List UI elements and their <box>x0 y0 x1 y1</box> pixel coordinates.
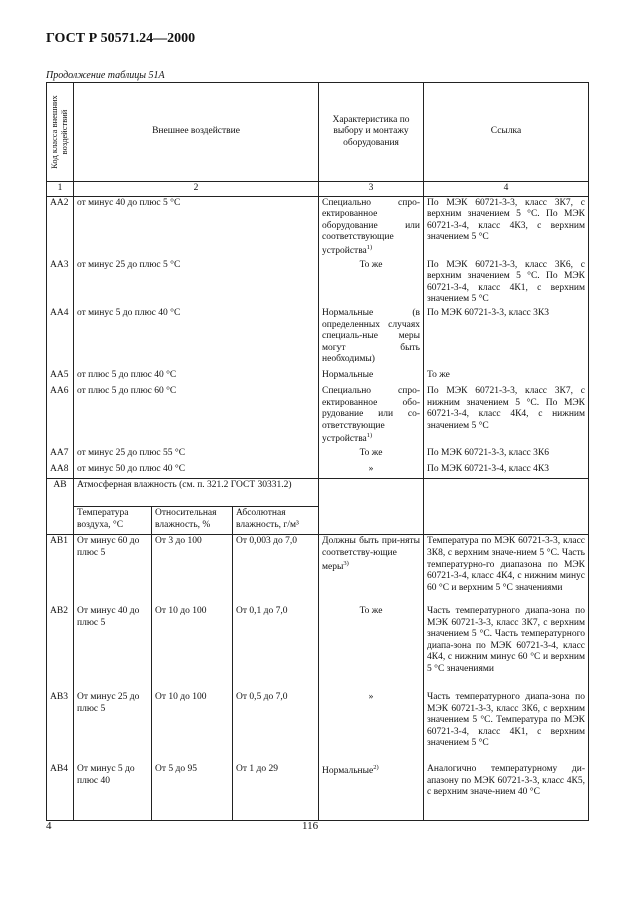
row-reference: Часть температурного диапа-зона по МЭК 60721-3-3, класс 3К7, с верхним значением 5 °С. Часть температурного диапа-зона по МЭК 60721-3-4, класс 4К4, с нижним минус 60 °С и верхним 5 °С значениями <box>424 605 589 691</box>
row-reference: Аналогично температурному ди-апазону по МЭК 60721-3-3, класс 4К5, с верхним значе-нием 40 °С <box>424 763 589 821</box>
col-header-characteristic: Характеристика по выбору и монтажу оборудования <box>319 83 424 182</box>
row-effect: от плюс 5 до плюс 60 °С <box>74 385 319 447</box>
row-temperature: От минус 25 до плюс 5 <box>74 691 152 763</box>
row-code: AB2 <box>47 605 74 691</box>
table-row <box>47 763 589 821</box>
col-header-code: Код класса внешних воздействий <box>47 83 74 182</box>
row-code: AA7 <box>47 447 74 463</box>
col-number: 1 <box>47 182 74 197</box>
row-reference: По МЭК 60721-3-3, класс 3К6 <box>424 447 589 463</box>
row-code: AA2 <box>47 196 74 259</box>
col-header-reference: Ссылка <box>424 83 589 182</box>
row-reference: По МЭК 60721-3-3, класс 3К7, с верхним значением 5 °С. По МЭК 60721-3-4, класс 4К3, с верхним значением 5 °С <box>424 196 589 259</box>
table-row <box>47 605 589 691</box>
row-relative-humidity: От 10 до 100 <box>152 691 233 763</box>
row-code: AA8 <box>47 463 74 479</box>
sub-header-absolute-humidity: Абсолютная влажность, г/м³ <box>233 507 319 535</box>
group-title-ab: Атмосферная влажность (см. п. 321.2 ГОСТ 30331.2) <box>74 479 319 507</box>
row-code: AB1 <box>47 535 74 605</box>
row-reference: По МЭК 60721-3-3, класс 3К3 <box>424 307 589 369</box>
row-relative-humidity: От 3 до 100 <box>152 535 233 605</box>
row-code: AB4 <box>47 763 74 821</box>
row-absolute-humidity: От 1 до 29 <box>233 763 319 821</box>
row-characteristic: То же <box>319 605 424 691</box>
row-characteristic: Нормальные <box>319 369 424 385</box>
row-code: AB3 <box>47 691 74 763</box>
col-header-effect: Внешнее воздействие <box>74 83 319 182</box>
row-reference: Часть температурного диапа-зона по МЭК 60721-3-3, класс 3К6, с верхним значением 5 °С. Температура по МЭК 60721-3-4, класс 4К1, с верхним значением 5 °С <box>424 691 589 763</box>
sub-header-relative-humidity: Относительная влажность, % <box>152 507 233 535</box>
col-number: 3 <box>319 182 424 197</box>
row-code: AA4 <box>47 307 74 369</box>
table-row <box>47 463 589 479</box>
row-reference: Температура по МЭК 60721-3-3, класс 3К8, с верхним значе-нием 5 °С. Часть температурно-го диапазона по МЭК 60721-3-4, класс 4К4, с нижним минус 60 °С и верхним 5 °С значениями <box>424 535 589 605</box>
row-characteristic: Специально спро-ектированное оборудование или соответствующие устройства$^{1)}$ <box>319 196 424 259</box>
table-row <box>47 535 589 605</box>
table-row <box>47 447 589 463</box>
row-temperature: От минус 60 до плюс 5 <box>74 535 152 605</box>
row-characteristic: То же <box>319 447 424 463</box>
row-absolute-humidity: От 0,5 до 7,0 <box>233 691 319 763</box>
row-effect: от минус 25 до плюс 5 °С <box>74 259 319 307</box>
table-row <box>47 307 589 369</box>
row-temperature: От минус 40 до плюс 5 <box>74 605 152 691</box>
row-code: AA5 <box>47 369 74 385</box>
row-absolute-humidity: От 0,003 до 7,0 <box>233 535 319 605</box>
table-continuation-caption: Продолжение таблицы 51А <box>46 70 165 81</box>
row-effect: от минус 5 до плюс 40 °С <box>74 307 319 369</box>
page-number: 116 <box>302 820 319 832</box>
document-header: ГОСТ Р 50571.24—2000 <box>46 31 196 46</box>
row-characteristic: Нормальные (в определенных случаях специаль-ные меры могут быть необходимы) <box>319 307 424 369</box>
table-row <box>47 385 589 447</box>
row-effect: от плюс 5 до плюс 40 °С <box>74 369 319 385</box>
table-row <box>47 196 589 259</box>
row-effect: от минус 25 до плюс 55 °С <box>74 447 319 463</box>
table-row <box>47 691 589 763</box>
table-51a <box>46 82 589 821</box>
table-row <box>47 259 589 307</box>
group-code-ab: AB <box>47 479 74 507</box>
row-effect: от минус 40 до плюс 5 °С <box>74 196 319 259</box>
row-reference: По МЭК 60721-3-3, класс 3К7, с нижним значением 5 °С. По МЭК 60721-3-4, класс 4К4, с нижним значением 5 °С <box>424 385 589 447</box>
col-number: 2 <box>74 182 319 197</box>
row-characteristic: Специально спро-ектированное обо-рудование или со-ответствующие устройства$^{1)}$ <box>319 385 424 447</box>
row-characteristic: » <box>319 691 424 763</box>
row-relative-humidity: От 5 до 95 <box>152 763 233 821</box>
row-characteristic: Нормальные$^{2)}$ <box>319 763 424 821</box>
row-reference: По МЭК 60721-3-4, класс 4К3 <box>424 463 589 479</box>
sub-header-temperature: Температура воздуха, °С <box>74 507 152 535</box>
row-characteristic: Должны быть при-няты соответству-ющие меры$^{3)}$ <box>319 535 424 605</box>
page-marker-left: 4 <box>46 820 52 832</box>
row-code: AA3 <box>47 259 74 307</box>
row-reference: По МЭК 60721-3-3, класс 3К6, с верхним значением 5 °С. По МЭК 60721-3-4, класс 4К1, с верхним значением 5 °С <box>424 259 589 307</box>
table-row <box>47 369 589 385</box>
row-absolute-humidity: От 0,1 до 7,0 <box>233 605 319 691</box>
row-characteristic: » <box>319 463 424 479</box>
row-relative-humidity: От 10 до 100 <box>152 605 233 691</box>
row-temperature: От минус 5 до плюс 40 <box>74 763 152 821</box>
col-number: 4 <box>424 182 589 197</box>
row-code: AA6 <box>47 385 74 447</box>
row-characteristic: То же <box>319 259 424 307</box>
row-effect: от минус 50 до плюс 40 °С <box>74 463 319 479</box>
row-reference: То же <box>424 369 589 385</box>
